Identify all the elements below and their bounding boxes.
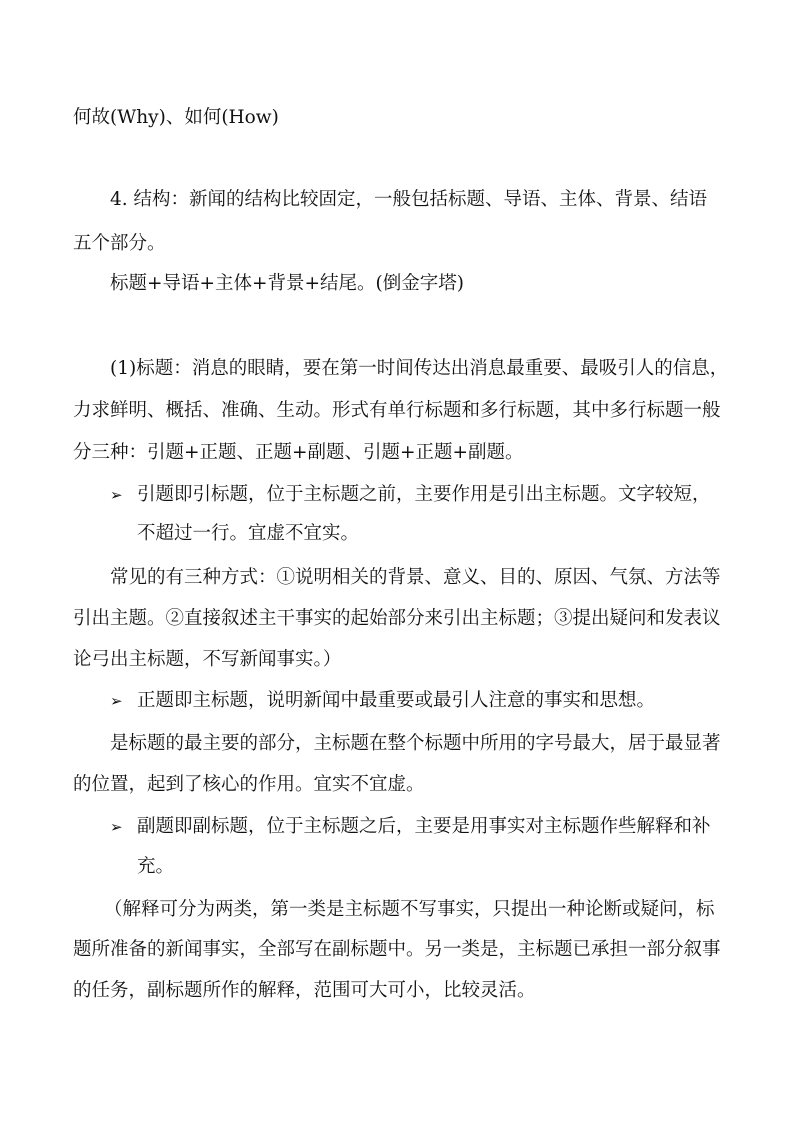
text-line: 是标题的最主要的部分，主标题在整个标题中所用的字号最大，居于最显著	[110, 733, 721, 754]
text-line: （解释可分为两类，第一类是主标题不写事实，只提出一种论断或疑问，标	[104, 899, 715, 920]
text-line: 何故(Why)、如何(How)	[73, 107, 279, 128]
bullet-arrow-icon: ➢	[110, 818, 123, 836]
text-line: 分三种：引题+正题、正题+副题、引题+正题+副题。	[73, 442, 524, 463]
text-line: 五个部分。	[73, 233, 166, 254]
text-line: 标题+导语+主体+背景+结尾。(倒金字塔)	[110, 273, 464, 294]
text-line: 题所准备的新闻事实，全部写在副标题中。另一类是，主标题已承担一部分叙事	[73, 939, 721, 960]
subsection-heading-title: (1)标题：消息的眼睛，要在第一时间传达出消息最重要、最吸引人的信息，	[110, 358, 729, 379]
bullet-arrow-icon: ➢	[110, 486, 123, 504]
text-line: 常见的有三种方式：①说明相关的背景、意义、目的、原因、气氛、方法等	[110, 567, 721, 588]
text-line: 的位置，起到了核心的作用。宜实不宜虚。	[73, 774, 425, 795]
section-heading-structure: 4. 结构：新闻的结构比较固定，一般包括标题、导语、主体、背景、结语	[110, 189, 708, 210]
bullet-arrow-icon: ➢	[110, 692, 123, 710]
text-line: 引出主题。②直接叙述主干事实的起始部分来引出主标题；③提出疑问和发表议	[73, 608, 721, 629]
text-line: 力求鲜明、概括、准确、生动。形式有单行标题和多行标题，其中多行标题一般	[73, 400, 721, 421]
text-line: 的任务，副标题所作的解释，范围可大可小，比较灵活。	[73, 980, 536, 1001]
text-line: 论弓出主标题，不写新闻事实。）	[73, 649, 342, 670]
bullet-text: 不超过一行。宜虚不宜实。	[137, 523, 360, 544]
bullet-text: 副题即副标题，位于主标题之后，主要是用事实对主标题作些解释和补	[137, 816, 711, 837]
bullet-text: 充。	[137, 856, 175, 877]
bullet-text: 正题即主标题，说明新闻中最重要或最引人注意的事实和思想。	[137, 690, 656, 711]
bullet-text: 引题即引标题，位于主标题之前，主要作用是引出主标题。文字较短，	[137, 484, 711, 505]
